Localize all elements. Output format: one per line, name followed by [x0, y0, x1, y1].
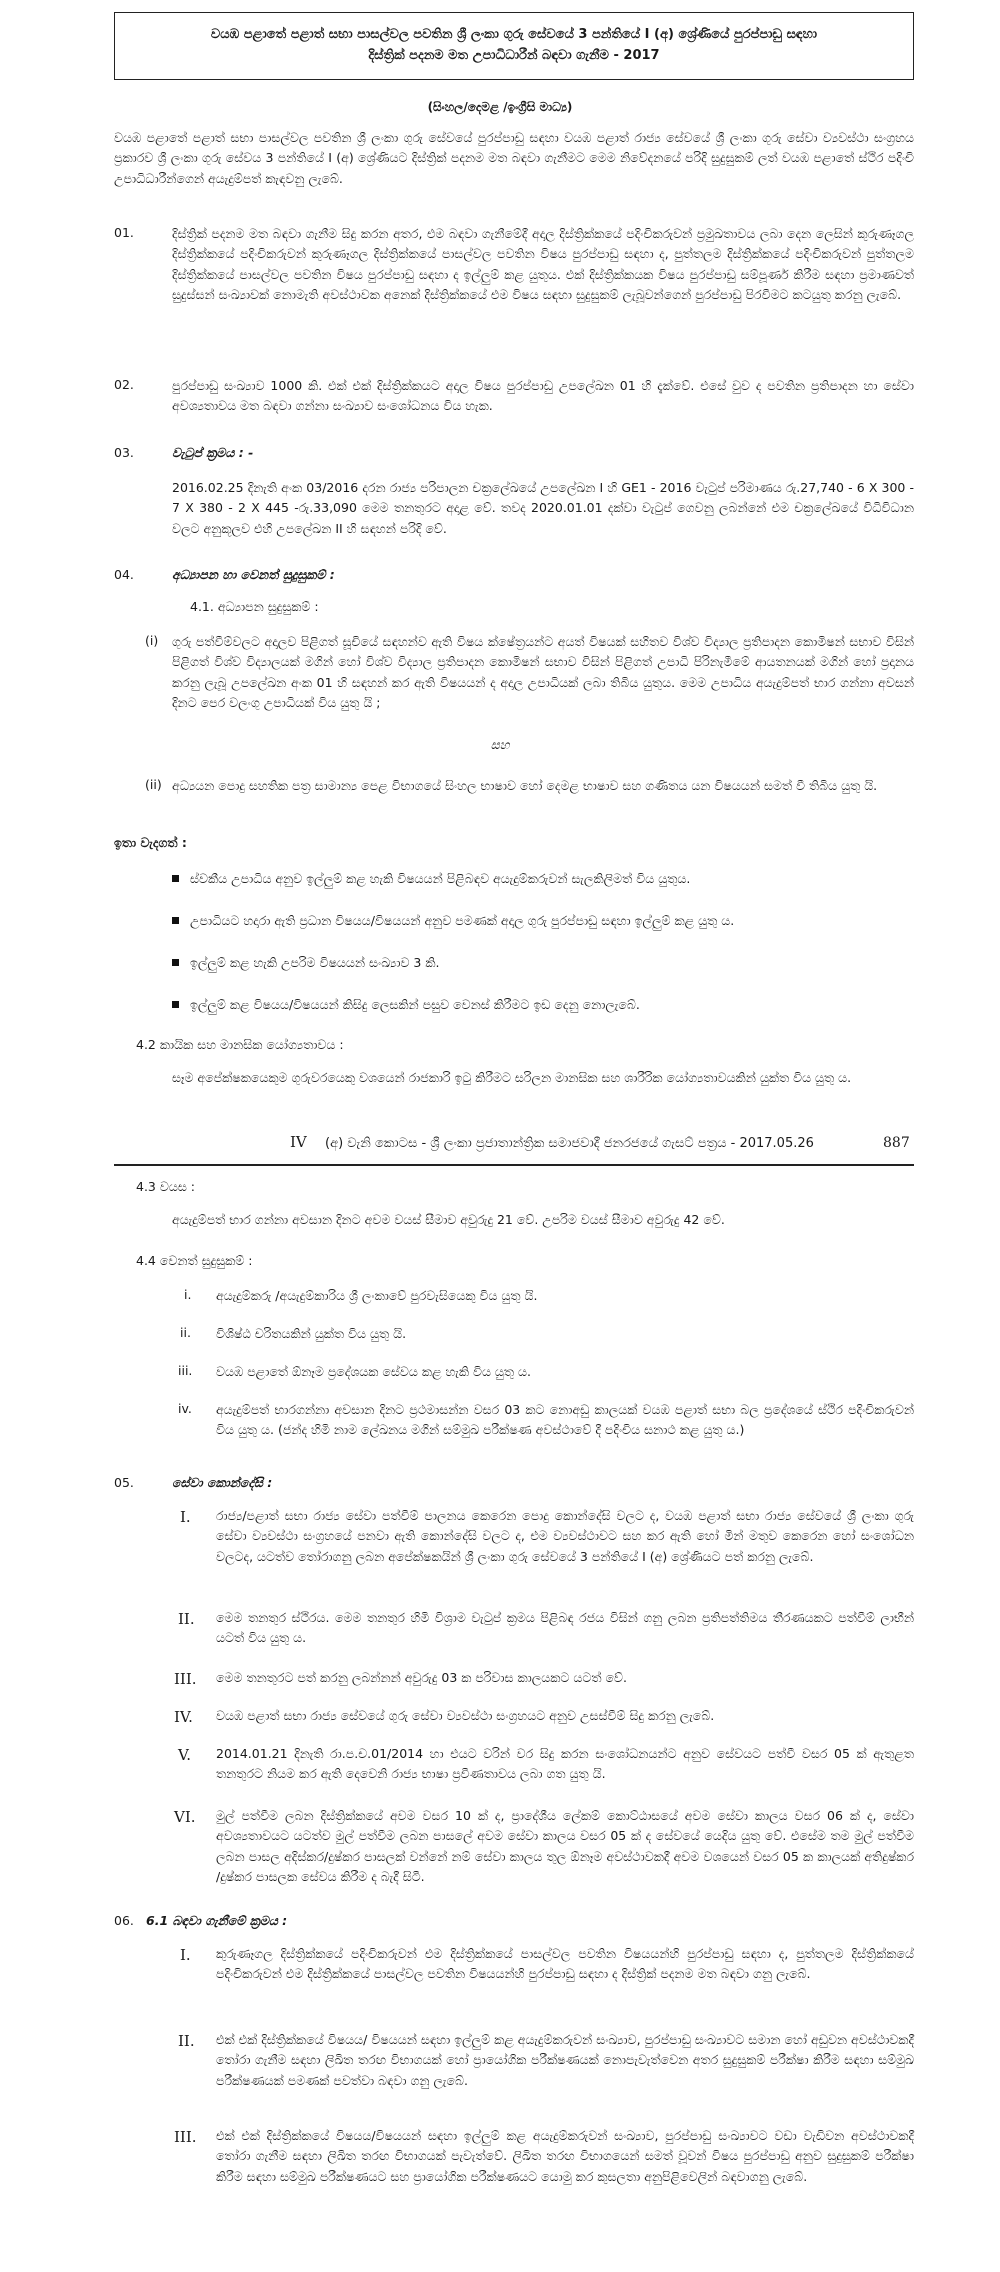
item-4-4-i-label: i.: [184, 1287, 192, 1302]
section-01-text: දිස්ත්‍රික් පදනම මත බඳවා ගැනීම සිදු කරන අතර, එම බඳවා ගැනීමේදී අදාල දිස්ත්‍රික්කයේ පදිංචිකරුවන් ප්‍රමුඛතාවය ලබා දෙන ලෙසින් කුරුණෑගල දිස්ත්‍රික්කයේ පදිංචිකරුවන් කුරුණෑගල දිස්ත්‍රික්කයේ පාසල්වල පවතින විෂය පුරප්පාඩු සඳහා ද, පුත්තලම දිස්ත්‍රික්කයේ පදිංචිකරුවන් පුත්තලම දිස්ත්‍රික්කයේ පාසල්වල පවතින විෂය පුරප්පාඩු සඳහා ද ඉල්ලුම් කළ යුතුය. එක් දිස්ත්‍රික්කයක විෂය පුරප්පාඩු සම්පූර්ණ කිරීම සඳහා ප්‍රමාණවත් සුදුස්සන් සංඛ්‍යාවක් නොමැති අවස්ථාවක අනෙක් දිස්ත්‍රික්කයේ එම විෂය සඳහා සුදුසුකම් ලැබූවන්ගෙන් පුරප්පාඩු පිරවීමට කටයුතු කරනු ලැබේ.: [172, 226, 914, 302]
item-5-VI-text: මුල් පත්වීම ලබන දිස්ත්‍රික්කයේ අවම වසර 10 ක් ද, ප්‍රාදේශීය ලේකම් කොට්ඨාසයේ අවම සේවා කාලය වසර 06 ක් ද, සේවා අවශ්‍යතාවයට යටත්ව මුල් පත්වීම ලබන පාසලේ අවම සේවා කාලය වසර 05 ක් ද සේවයේ යෙදිය යුතු වේ. එසේම තම මුල් පත්වීම ලබන පාසල අදිස්කර/දුෂ්කර පාසලක් වන්නේ නම් සේවා කාලය තුල ඕනෑම අවස්ථාවකදී අවම වශයෙන් වසර 05 ක කාලයක් අතිදුෂ්කර /දුෂ්කර පාසලක සේවය කිරීම ද බැදී සිටී.: [216, 1808, 914, 1884]
section-03-heading: වැටුප් ක්‍රමය : -: [172, 445, 254, 460]
gazette-part-number: IV: [290, 1133, 307, 1151]
section-05-number: 05.: [114, 1475, 134, 1490]
intro-paragraph: වයඹ පළාතේ පළාත් සභා පාසල්වල පවතින ශ්‍රී ලංකා ගුරු සේවයේ පුරප්පාඩු සඳහා වයඹ පළාත් රාජ්‍ය සේවයේ ශ්‍රී ලංකා ගුරු සේවා ව්‍යවස්ථා සංග්‍රහය ප්‍රකාරව ශ්‍රී ලංකා ගුරු සේවය 3 පන්තියේ I (අ) ශ්‍රේණියට දිස්ත්‍රික් පදනම මත බඳවා ගැනීමට මෙම නිවේදනයේ පරිදි සුදුසුකම් ලත් වයඹ පළාතේ ස්ථිර පදිංචි උපාධිධාරීන්ගෙන් අයැදුම්පත් කැඳවනු ලැබේ.: [114, 130, 914, 186]
section-02-number: 02.: [114, 377, 134, 392]
item-5-VI-label: VI.: [174, 1808, 196, 1826]
item-5-II-label: II.: [178, 1610, 195, 1628]
square-bullet-icon: [172, 875, 179, 882]
section-06-number: 06.: [114, 1913, 134, 1928]
item-5-III-text: මෙම තනතුරට පත් කරනු ලබන්නන් අවුරුදු 03 ක පරිවාස කාලයකට යටත් වේ.: [216, 1670, 627, 1685]
item-6-III-label: III.: [174, 2128, 197, 2146]
page-divider: [114, 1164, 914, 1166]
item-i-label: (i): [145, 633, 159, 648]
page-number: 887: [883, 1135, 910, 1151]
gazette-page: වයඹ පළාතේ පළාත් සභා පාසල්වල පවතින ශ්‍රී ලංකා ගුරු සේවයේ 3 පන්තියේ I (අ) ශ්‍රේණියේ පුරප්පාඩු සඳහා දිස්ත්‍රික් පදනම මත උපාධිධාරීන් බඳවා ගැනීම - 2017 (සිංහල/දෙමළ /ඉංග්‍රීසි මාධ්‍ය) වයඹ පළාතේ පළාත් සභා පාසල්වල පවතින ශ්‍රී ලංකා ගුරු සේවයේ පුරප්පාඩු සඳහා වයඹ පළාත් රාජ්‍ය සේවයේ ශ්‍රී ලංකා ගුරු සේවා ව්‍යවස්ථා සංග්‍රහය ප්‍රකාරව ශ්‍රී ලංකා ගුරු සේවය 3 පන්තියේ I (අ) ශ්‍රේණියට දිස්ත්‍රික් පදනම මත බඳවා ගැනීමට මෙම නිවේදනයේ පරිදි සුදුසුකම් ලත් වයඹ පළාතේ ස්ථිර පදිංචි උපාධිධාරීන්ගෙන් අයැදුම්පත් කැඳවනු ලැබේ. 01. දිස්ත්‍රික් පදනම මත බඳවා ගැනීම සිදු කරන අතර, එම බඳවා ගැනීමේදී අදාල දිස්ත්‍රික්කයේ පදිංචිකරුවන් ප්‍රමුඛතාවය ලබා දෙන ලෙසින් කුරුණෑගල දිස්ත්‍රික්කයේ පදිංචිකරුවන් කුරුණෑගල දිස්ත්‍රික්කයේ පාසල්වල පවතින විෂය පුරප්පාඩු සඳහා ද, පුත්තලම දිස්ත්‍රික්කයේ පදිංචිකරුවන් පුත්තලම දිස්ත්‍රික්කයේ පාසල්වල පවතින විෂය පුරප්පාඩු සඳහා ද ඉල්ලුම් කළ යුතුය. එක් දිස්ත්‍රික්කයක විෂය පුරප්පාඩු සම්පූර්ණ කිරීම සඳහා ප්‍රමාණවත් සුදුස්සන් සංඛ්‍යාවක් නොමැති අවස්ථාවක අනෙක් දිස්ත්‍රික්කයේ එම විෂය සඳහා සුදුසුකම් ලැබූවන්ගෙන් පුරප්පාඩු පිරවීමට කටයුතු කරනු ලැබේ. 02. පුරප්පාඩු සංඛ්‍යාව 1000 කි. එක් එක් දිස්ත්‍රික්කයට අදාල විෂය පුරප්පාඩු උපලේඛන 01 හි දැක්වේ. එසේ වුව ද පවතින ප්‍රතිපාදන හා සේවා අවශ්‍යතාවය මත බඳවා ගන්නා සංඛ්‍යාව සංශෝධනය විය හැක. 03. වැටුප් ක්‍රමය : - 2016.02.25 දිනැති අංක 03/2016 දරන රාජ්‍ය පරිපාලන චක්‍රලේඛයේ උපලේඛන I හි GE1 - 2016 වැටුප් පරිමාණය රු.27,740 - 6 X 300 - 7 X 380 - 2 X 445 -රු.33,090 මෙම තනතුරට අදාළ වේ. තවද 2020.01.01 දක්වා වැටුප් ගෙවනු ලබන්නේ එම චක්‍රලේඛයේ විධිවිධාන වලට අනුකූලව එහි උපලේඛන II හි සඳහන් පරිදි වේ. 04. අධ්‍යාපන හා වෙනත් සුදුසුකම් : 4.1. අධ්‍යාපන සුදුසුකම් : (i) ගුරු පත්වීම්වලට අදාලව පිළිගත් සූචියේ සඳහන්ව ඇති විෂය ක්ෂේත්‍රයන්ට අයත් විෂයක් සහිතව විශ්ව විද්‍යාල ප්‍රතිපාදන කොමිෂන් සභාව විසින් පිළිගත් විශ්ව විද්‍යාලයක් මගින් හෝ විශ්ව විද්‍යාල ප්‍රතිපාදන කොමිෂන් සභාව විසින් පිළිගත් උපාධි පිරිනැමීමේ ආයතනයක් මගින් හෝ ප්‍රදානය කරනු ලැබූ උපලේඛන අංක 01 හි සඳහන් කර ඇති විෂයයන් ද අදාල උපාධියක් ලබා තිබිය යුතුය. මෙම උපාධිය අයැදුම්පත් භාර ගන්නා අවසන් දිනට පෙර වලංගු උපාධියක් විය යුතු යි ; සහ (ii) අධ්‍යයන පොදු සහතික පත්‍ර සාමාන්‍ය පෙළ විභාගයේ සිංහල භාෂාව හෝ දෙමළ භාෂාව සහ ගණිතය යන විෂයයන් සමත් වී තිබිය යුතු යි. ඉතා වැදගත් : ස්වකීය උපාධිය අනුව ඉල්ලුම් කළ හැකි විෂයයන් පිළිබඳව අයැදුම්කරුවන් සැලකිලිමත් විය යුතුය. උපාධියට හදාරා ඇති ප්‍රධාන විෂයය/විෂයයන් අනුව පමණක් අදාල ගුරු පුරප්පාඩු සඳහා ඉල්ලුම් කළ යුතු ය. ඉල්ලුම් කළ හැකි උපරිම විෂයයන් සංඛ්‍යාව 3 කි. ඉල්ලුම් කළ විෂයය/විෂයයන් කිසිදු ලෙසකින් පසුව වෙනස් කිරීමට ඉඩ දෙනු නොලැබේ. 4.2 කායික සහ මානසික යෝග්‍යතාවය : සෑම අපේක්ෂකයෙකුම ගුරුවරයෙකු වශයෙන් රාජකාරි ඉටු කිරීමට සරිලන මානසික සහ ශාරීරික යෝග්‍යතාවයකින් යුක්ත විය යුතු ය. IV (අ) වැනි කොටස - ශ්‍රී ලංකා ප්‍රජාතාන්ත්‍රික සමාජවාදී ජනරජයේ ගැසට් පත්‍රය - 2017.05.26 887 4.3 වයස : අයැදුම්පත් භාර ගන්නා අවසාන දිනට අවම වයස් සීමාව අවුරුදු 21 වේ. උපරිම වයස් සීමාව අවුරුදු 42 වේ. 4.4 වෙනත් සුදුසුකම් : i. අයැදුම්කරු /අයැදුම්කාරිය ශ්‍රී ලංකාවේ පුරවැසියෙකු විය යුතු යි. ii. විශිෂ්ඨ චරිතයකින් යුක්ත විය යුතු යි. iii. වයඹ පළාතේ ඕනෑම ප්‍රදේශයක සේවය කළ හැකි විය යුතු ය. iv. අයැදුම්පත් භාරගන්නා අවසාන දිනට ප්‍රථමාසන්න වසර 03 කට නොඅඩු කාලයක් වයඹ පළාත් සභා බල ප්‍රදේශයේ ස්ථිර පදිංචිකරුවන් විය යුතු ය. (ජන්ද හිමි නාම ලේඛනය මගින් සම්මුඛ පරීක්ෂණ අවස්ථාවේ දී පදිංචිය සනාථ කළ යුතු ය.) 05. සේවා කොන්දේසි : I. රාජ්‍ය/පළාත් සභා රාජ්‍ය සේවා පත්වීම් පාලනය කෙරෙන පොදු කොන්දේසි වලට ද, වයඹ පළාත් සභා රාජ්‍ය සේවයේ ශ්‍රී ලංකා ගුරු සේවා ව්‍යවස්ථා සංග්‍රහයේ පනවා ඇති කොන්දේසි වලට ද, එම ව්‍යවස්ථාවට සහ කර ඇති හෝ මින් මතුව කෙරෙන හෝ සංශෝධන වලටද, යටත්ව තෝරාගනු ලබන අපේක්ෂකයින් ශ්‍රී ලංකා ගුරු සේවයේ 3 පන්තියේ I (අ) ශ්‍රේණියට පත් කරනු ලැබේ. II. මෙම තනතුර ස්ථිරය. මෙම තනතුර හිමි විශ්‍රාම වැටුප් ක්‍රමය පිළිබඳ රජය විසින් ගනු ලබන ප්‍රතිපත්තිමය තීරණයකට පත්වීම් ලාභීන් යටත් විය යුතු ය. III. මෙම තනතුරට පත් කරනු ලබන්නන් අවුරුදු 03 ක පරිවාස කාලයකට යටත් වේ. IV. වයඹ පළාත් සභා රාජ්‍ය සේවයේ ගුරු සේවා ව්‍යවස්ථා සංග්‍රහයට අනුව උසස්වීම් සිදු කරනු ලැබේ. V. 2014.01.21 දිනැති රා.ප.ච.01/2014 හා එයට වරින් වර සිදු කරන සංශෝධනයන්ට අනුව සේවයට පත්වී වසර 05 ක් ඇතුළත තනතුරට නියම කර ඇති දෙවෙනි රාජ්‍ය භාෂා ප්‍රවීණතාවය ලබා ගත යුතු යි. VI. මුල් පත්වීම ලබන දිස්ත්‍රික්කයේ අවම වසර 10 ක් ද, ප්‍රාදේශීය ලේකම් කොට්ඨාසයේ අවම සේවා කාලය වසර 06 ක් ද, සේවා අවශ්‍යතාවයට යටත්ව මුල් පත්වීම ලබන පාසලේ අවම සේවා කාලය වසර 05 ක් ද සේවයේ යෙදිය යුතු වේ. එසේම තම මුල් පත්වීම ලබන පාසල අදිස්කර/දුෂ්කර පාසලක් වන්නේ නම් සේවා කාලය තුල ඕනෑම අවස්ථාවකදී අවම වශයෙන් වසර 05 ක කාලයක් අතිදුෂ්කර /දුෂ්කර පාසලක සේවය කිරීම ද බැදී සිටී. 06. 6.1 බඳවා ගැනීමේ ක්‍රමය : I. කුරුණෑගල දිස්ත්‍රික්කයේ පදිංචිකරුවන් එම දිස්ත්‍රික්කයේ පාසල්වල පවතින විෂයයන්හි පුරප්පාඩු සඳහා ද, පුත්තලම දිස්ත්‍රික්කයේ පදිංචිකරුවන් එම දිස්ත්‍රික්කයේ පාසල්වල පවතින විෂයයන්හි පුරප්පාඩු සඳහා ද දිස්ත්‍රික් පදනම මත බඳවා ගනු ලැබේ. II. එක් එක් දිස්ත්‍රික්කයේ විෂයය/ විෂයයන් සඳහා ඉල්ලුම් කළ අයැදුම්කරුවන් සංඛ්‍යාව, පුරප්පාඩු සංඛ්‍යාවට සමාන හෝ අඩුවන අවස්ථාවකදී තෝරා ගැනීම සඳහා ලිඛිත තරඟ විභාගයක් හෝ ප්‍රායෝගික පරීක්ෂණයක් නොපැවැත්වෙන අතර සුදුසුකම් පරීක්ෂා කිරීම සඳහා සම්මුඛ පරීක්ෂණයක් පමණක් පවත්වා බඳවා ගනු ලැබේ. III. එක් එක් දිස්ත්‍රික්කයේ විෂයය/විෂයයන් සඳහා ඉල්ලුම් කළ අයැදුම්කරුවන් සංඛ්‍යාව, පුරප්පාඩු සංඛ්‍යාවට වඩා වැඩිවන අවස්ථාවකදී තෝරා ගැනීම සඳහා ලිඛිත තරඟ විභාගයක් පැවැත්වේ. ලිඛිත තරඟ විභාගයෙන් සමත් වූවන් විෂය පුරප්පාඩු අනුව සුදුසුකම් පරීක්ෂා කිරීම සඳහා සම්මුඛ පරීක්ෂණයට සහ ප්‍රායෝගික පරීක්ෂණයට යොමු කර කුසලතා අනුපිළිවෙලින් බඳවාගනු ලැබේ.: [0, 0, 1000, 2272]
item-4-4-ii-label: ii.: [180, 1325, 191, 1340]
item-4-4-iii-label: iii.: [178, 1363, 193, 1378]
item-ii-text: අධ්‍යයන පොදු සහතික පත්‍ර සාමාන්‍ය පෙළ විභාගයේ සිංහල භාෂාව හෝ දෙමළ භාෂාව සහ ගණිතය යන විෂයයන් සමත් වී තිබිය යුතු යි.: [172, 778, 878, 793]
item-6-II-text: එක් එක් දිස්ත්‍රික්කයේ විෂයය/ විෂයයන් සඳහා ඉල්ලුම් කළ අයැදුම්කරුවන් සංඛ්‍යාව, පුරප්පාඩු සංඛ්‍යාවට සමාන හෝ අඩුවන අවස්ථාවකදී තෝරා ගැනීම සඳහා ලිඛිත තරඟ විභාගයක් හෝ ප්‍රායෝගික පරීක්ෂණයක් නොපැවැත්වෙන අතර සුදුසුකම් පරීක්ෂා කිරීම සඳහා සම්මුඛ පරීක්ෂණයක් පමණක් පවත්වා බඳවා ගනු ලැබේ.: [216, 2032, 914, 2088]
section-4-4-heading: 4.4 වෙනත් සුදුසුකම් :: [136, 1253, 253, 1268]
section-4-3-heading: 4.3 වයස :: [136, 1179, 195, 1194]
section-04-heading: අධ්‍යාපන හා වෙනත් සුදුසුකම් :: [172, 567, 335, 582]
section-03-number: 03.: [114, 445, 134, 460]
section-6-1-heading: 6.1 බඳවා ගැනීමේ ක්‍රමය :: [146, 1913, 288, 1928]
section-03-text: 2016.02.25 දිනැති අංක 03/2016 දරන රාජ්‍ය පරිපාලන චක්‍රලේඛයේ උපලේඛන I හි GE1 - 2016 වැටුප් පරිමාණය රු.27,740 - 6 X 300 - 7 X 380 - 2 X 445 -රු.33,090 මෙම තනතුරට අදාළ වේ. තවද 2020.01.01 දක්වා වැටුප් ගෙවනු ලබන්නේ එම චක්‍රලේඛයේ විධිවිධාන වලට අනුකූලව එහි උපලේඛන II හි සඳහන් පරිදි වේ.: [172, 480, 914, 536]
square-bullet-icon: [172, 1001, 179, 1008]
item-ii-label: (ii): [145, 777, 162, 792]
title-line-1: වයඹ පළාතේ පළාත් සභා පාසල්වල පවතින ශ්‍රී ලංකා ගුරු සේවයේ 3 පන්තියේ I (අ) ශ්‍රේණියේ පුරප්පාඩු සඳහා: [210, 27, 818, 42]
square-bullet-icon: [172, 917, 179, 924]
title-line-2: දිස්ත්‍රික් පදනම මත උපාධිධාරීන් බඳවා ගැනීම - 2017: [368, 47, 660, 63]
section-01-number: 01.: [114, 225, 134, 240]
item-5-V-text: 2014.01.21 දිනැති රා.ප.ච.01/2014 හා එයට වරින් වර සිදු කරන සංශෝධනයන්ට අනුව සේවයට පත්වී වසර 05 ක් ඇතුළත තනතුරට නියම කර ඇති දෙවෙනි රාජ්‍ය භාෂා ප්‍රවීණතාවය ලබා ගත යුතු යි.: [216, 1746, 914, 1782]
title-box: [114, 12, 914, 80]
item-i-text: ගුරු පත්වීම්වලට අදාලව පිළිගත් සූචියේ සඳහන්ව ඇති විෂය ක්ෂේත්‍රයන්ට අයත් විෂයක් සහිතව විශ්ව විද්‍යාල ප්‍රතිපාදන කොමිෂන් සභාව විසින් පිළිගත් විශ්ව විද්‍යාලයක් මගින් හෝ විශ්ව විද්‍යාල ප්‍රතිපාදන කොමිෂන් සභාව විසින් පිළිගත් උපාධි පිරිනැමීමේ ආයතනයක් මගින් හෝ ප්‍රදානය කරනු ලැබූ උපලේඛන අංක 01 හි සඳහන් කර ඇති විෂයයන් ද අදාල උපාධියක් ලබා තිබිය යුතුය. මෙම උපාධිය අයැදුම්පත් භාර ගන්නා අවසන් දිනට පෙර වලංගු උපාධියක් විය යුතු යි ;: [172, 634, 914, 710]
section-4-2-text: සෑම අපේක්ෂකයෙකුම ගුරුවරයෙකු වශයෙන් රාජකාරි ඉටු කිරීමට සරිලන මානසික සහ ශාරීරික යෝග්‍යතාවයකින් යුක්ත විය යුතු ය.: [172, 1070, 852, 1085]
item-4-4-iv-text: අයැදුම්පත් භාරගන්නා අවසාන දිනට ප්‍රථමාසන්න වසර 03 කට නොඅඩු කාලයක් වයඹ පළාත් සභා බල ප්‍රදේශයේ ස්ථිර පදිංචිකරුවන් විය යුතු ය. (ජන්ද හිමි නාම ලේඛනය මගින් සම්මුඛ පරීක්ෂණ අවස්ථාවේ දී පදිංචිය සනාථ කළ යුතු ය.): [216, 1402, 914, 1438]
section-4-1-heading: 4.1. අධ්‍යාපන සුදුසුකම් :: [190, 599, 319, 614]
section-4-3-text: අයැදුම්පත් භාර ගන්නා අවසාන දිනට අවම වයස් සීමාව අවුරුදු 21 වේ. උපරිම වයස් සීමාව අවුරුදු 42 වේ.: [172, 1212, 725, 1227]
item-5-II-text: මෙම තනතුර ස්ථිරය. මෙම තනතුර හිමි විශ්‍රාම වැටුප් ක්‍රමය පිළිබඳ රජය විසින් ගනු ලබන ප්‍රතිපත්තිමය තීරණයකට පත්වීම් ලාභීන් යටත් විය යුතු ය.: [216, 1610, 914, 1646]
section-02-text: පුරප්පාඩු සංඛ්‍යාව 1000 කි. එක් එක් දිස්ත්‍රික්කයට අදාල විෂය පුරප්පාඩු උපලේඛන 01 හි දැක්වේ. එසේ වුව ද පවතින ප්‍රතිපාදන හා සේවා අවශ්‍යතාවය මත බඳවා ගන්නා සංඛ්‍යාව සංශෝධනය විය හැක.: [172, 378, 914, 414]
section-05-heading: සේවා කොන්දේසි :: [172, 1475, 273, 1490]
item-4-4-iii-text: වයඹ පළාතේ ඕනෑම ප්‍රදේශයක සේවය කළ හැකි විය යුතු ය.: [216, 1364, 531, 1379]
item-6-I-text: කුරුණෑගල දිස්ත්‍රික්කයේ පදිංචිකරුවන් එම දිස්ත්‍රික්කයේ පාසල්වල පවතින විෂයයන්හි පුරප්පාඩු සඳහා ද, පුත්තලම දිස්ත්‍රික්කයේ පදිංචිකරුවන් එම දිස්ත්‍රික්කයේ පාසල්වල පවතින විෂයයන්හි පුරප්පාඩු සඳහා ද දිස්ත්‍රික් පදනම මත බඳවා ගනු ලැබේ.: [216, 1946, 914, 1982]
item-5-IV-text: වයඹ පළාත් සභා රාජ්‍ය සේවයේ ගුරු සේවා ව්‍යවස්ථා සංග්‍රහයට අනුව උසස්වීම් සිදු කරනු ලැබේ.: [216, 1708, 715, 1723]
item-5-V-label: V.: [178, 1746, 191, 1764]
and-connector: සහ: [490, 737, 510, 752]
item-5-IV-label: IV.: [174, 1708, 193, 1726]
item-6-II-label: II.: [178, 2032, 195, 2050]
item-4-4-ii-text: විශිෂ්ඨ චරිතයකින් යුක්ත විය යුතු යි.: [216, 1326, 407, 1341]
item-5-I-label: I.: [180, 1508, 191, 1526]
item-6-I-label: I.: [180, 1946, 191, 1964]
item-5-I-text: රාජ්‍ය/පළාත් සභා රාජ්‍ය සේවා පත්වීම් පාලනය කෙරෙන පොදු කොන්දේසි වලට ද, වයඹ පළාත් සභා රාජ්‍ය සේවයේ ශ්‍රී ලංකා ගුරු සේවා ව්‍යවස්ථා සංග්‍රහයේ පනවා ඇති කොන්දේසි වලට ද, එම ව්‍යවස්ථාවට සහ කර ඇති හෝ මින් මතුව කෙරෙන හෝ සංශෝධන වලටද, යටත්ව තෝරාගනු ලබන අපේක්ෂකයින් ශ්‍රී ලංකා ගුරු සේවයේ 3 පන්තියේ I (අ) ශ්‍රේණියට පත් කරනු ලැබේ.: [216, 1508, 914, 1564]
square-bullet-icon: [172, 959, 179, 966]
item-6-III-text: එක් එක් දිස්ත්‍රික්කයේ විෂයය/විෂයයන් සඳහා ඉල්ලුම් කළ අයැදුම්කරුවන් සංඛ්‍යාව, පුරප්පාඩු සංඛ්‍යාවට වඩා වැඩිවන අවස්ථාවකදී තෝරා ගැනීම සඳහා ලිඛිත තරඟ විභාගයක් පැවැත්වේ. ලිඛිත තරඟ විභාගයෙන් සමත් වූවන් විෂය පුරප්පාඩු අනුව සුදුසුකම් පරීක්ෂා කිරීම සඳහා සම්මුඛ පරීක්ෂණයට සහ ප්‍රායෝගික පරීක්ෂණයට යොමු කර කුසලතා අනුපිළිවෙලින් බඳවාගනු ලැබේ.: [216, 2128, 914, 2184]
item-5-III-label: III.: [174, 1670, 197, 1688]
item-4-4-iv-label: iv.: [178, 1401, 192, 1416]
section-04-number: 04.: [114, 567, 134, 582]
gazette-footer-line: (අ) වැනි කොටස - ශ්‍රී ලංකා ප්‍රජාතාන්ත්‍රික සමාජවාදී ජනරජයේ ගැසට් පත්‍රය - 2017.05.26: [325, 1136, 814, 1151]
item-4-4-i-text: අයැදුම්කරු /අයැදුම්කාරිය ශ්‍රී ලංකාවේ පුරවැසියෙකු විය යුතු යි.: [216, 1288, 538, 1303]
medium-note: (සිංහල/දෙමළ /ඉංග්‍රීසි මාධ්‍ය): [427, 100, 573, 114]
important-note-heading: ඉතා වැදගත් :: [114, 835, 187, 850]
section-4-2-heading: 4.2 කායික සහ මානසික යෝග්‍යතාවය :: [136, 1037, 344, 1052]
